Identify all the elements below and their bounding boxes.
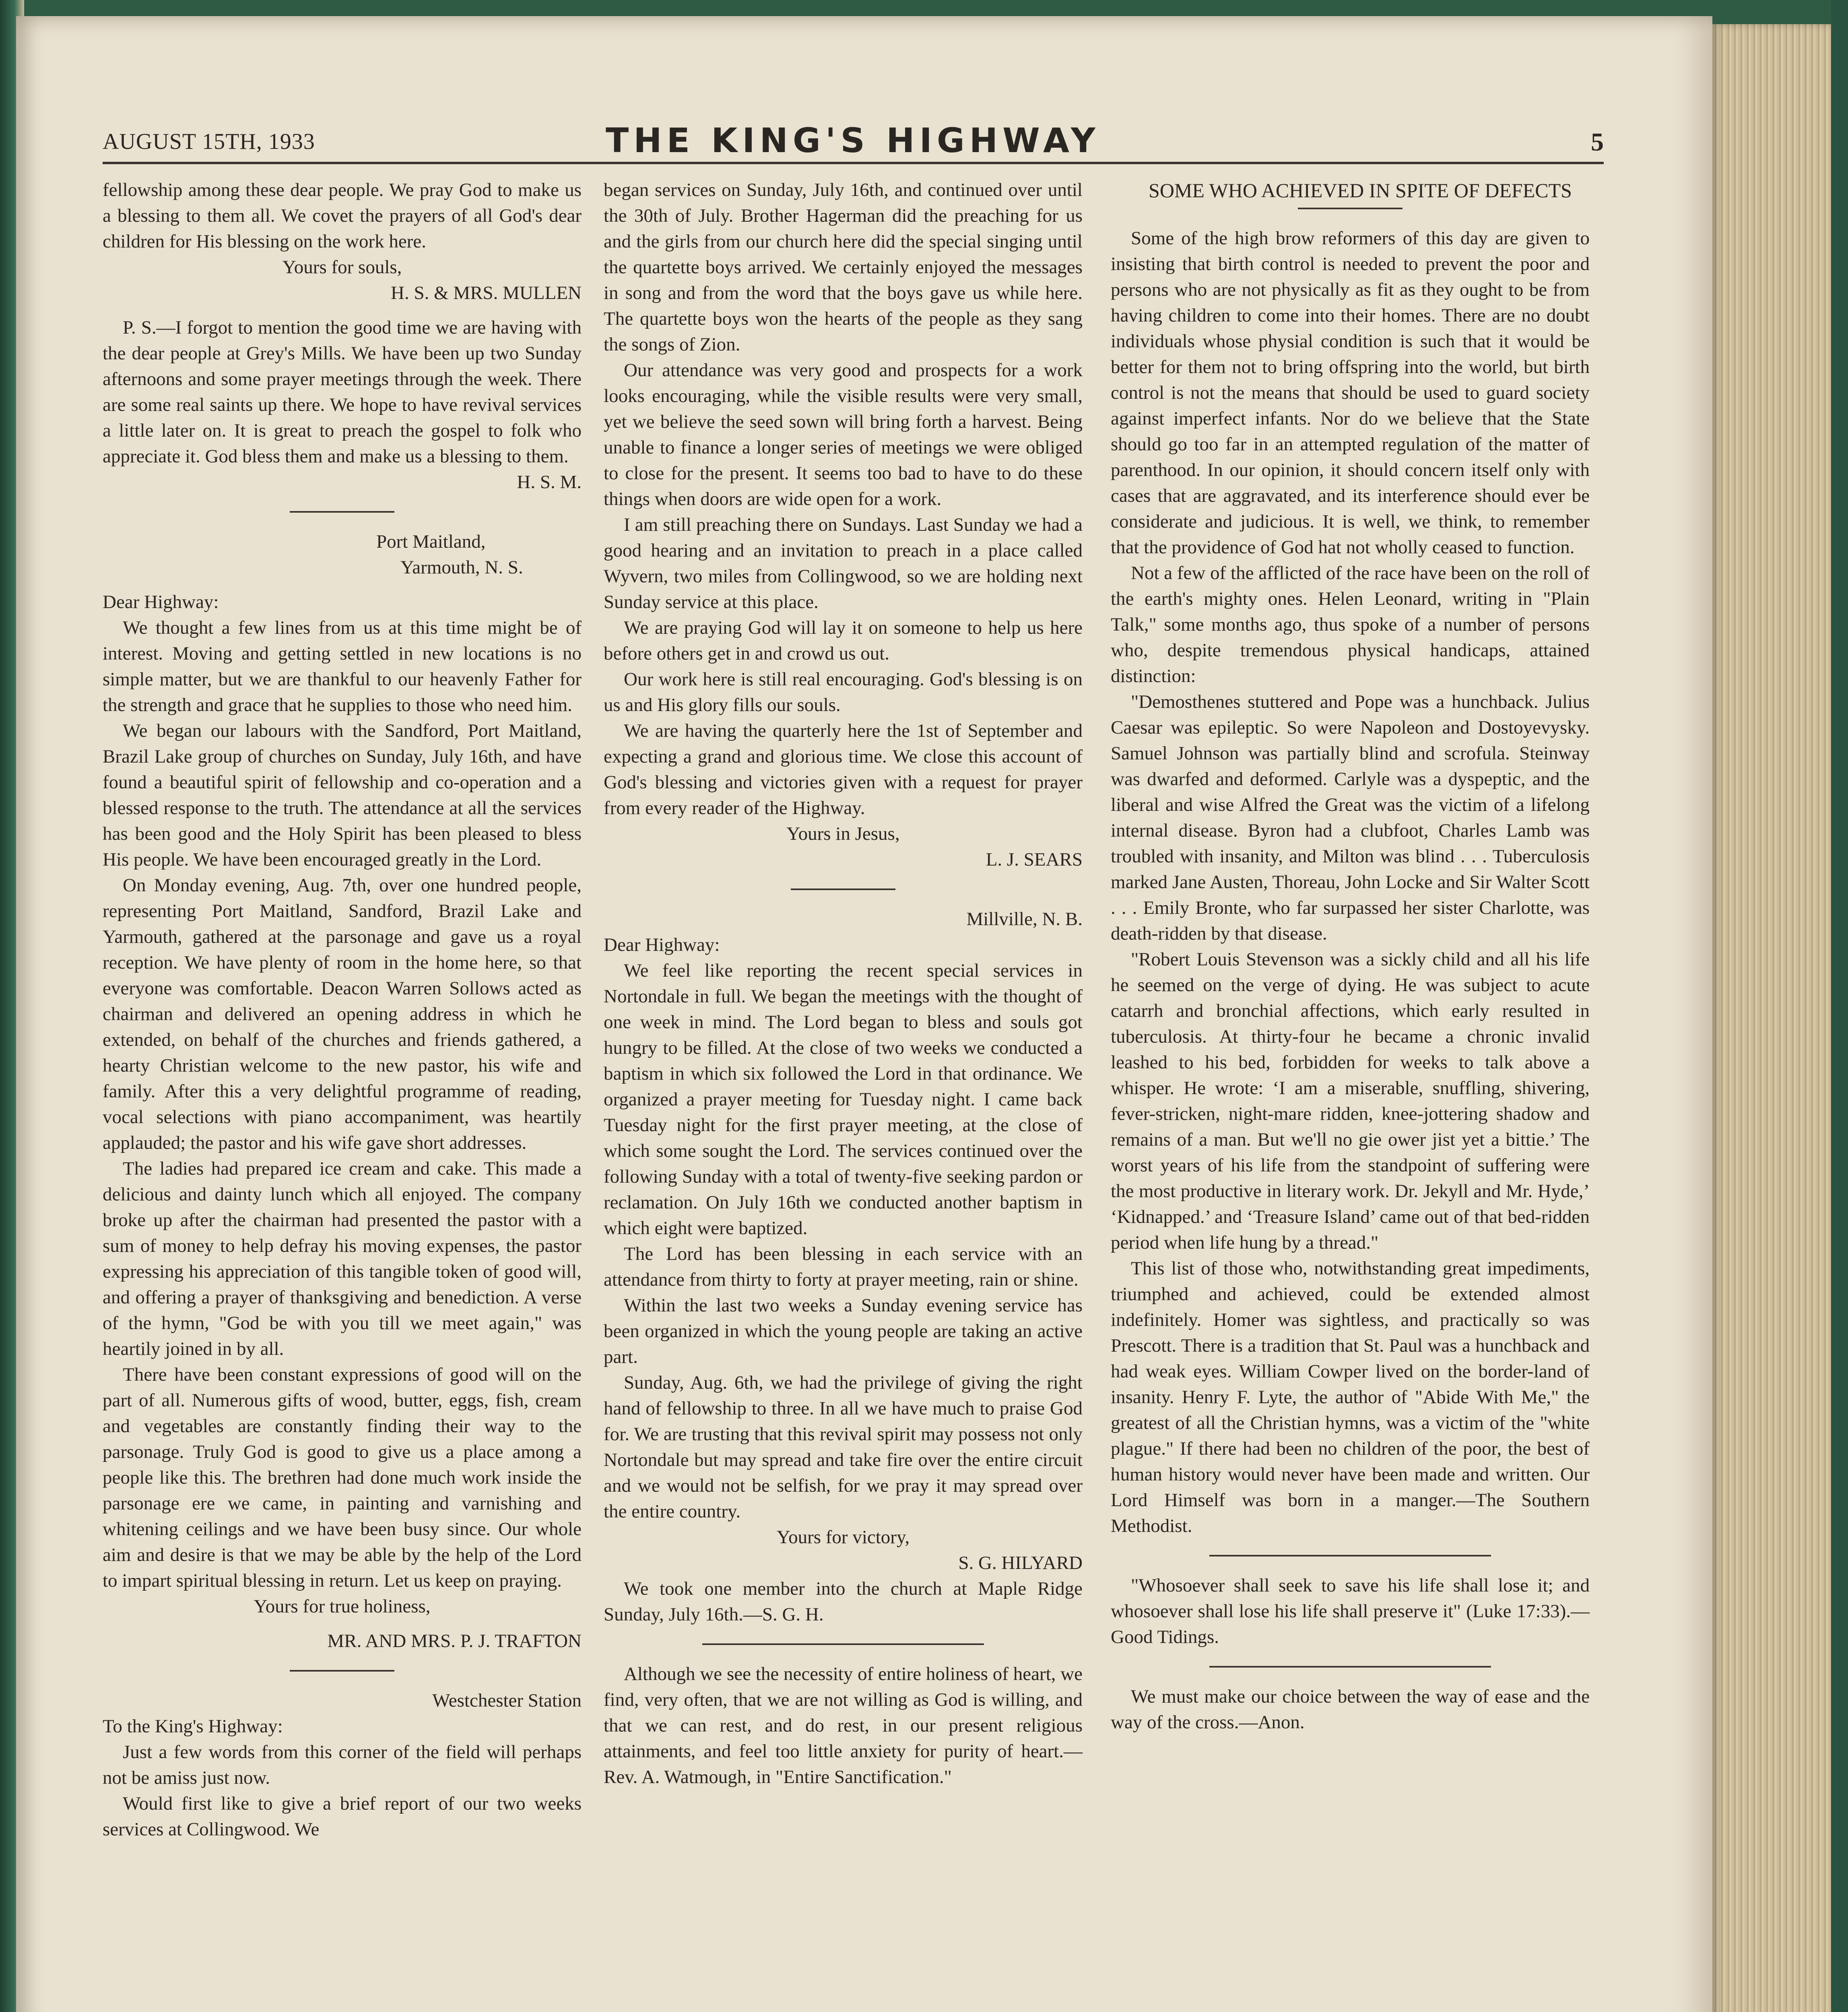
section-divider [1209,1666,1491,1668]
headline-divider [1298,208,1402,209]
closing: Yours in Jesus, [786,823,900,844]
closing: Yours for true holiness, [254,1596,431,1617]
paragraph: fellowship among these dear people. We pray God to make us a blessing to them all. We covet the prayers of all God's dear children for His blessing on the work here. [103,179,582,252]
paragraph: Just a few words from this corner of the field will perhaps not be amiss just now. [103,1742,582,1788]
salutation: Dear Highway: [604,934,720,955]
column-1 [103,177,582,1842]
paragraph: On Monday evening, Aug. 7th, over one hundred people, representing Port Maitland, Sandford, Brazil Lake and Yarmouth, gathered at the parsonage and gave us a royal reception. We have plenty of room in the home here, so that everyone was comfortable. Deacon Warren Sollows acted as chairman and delivered an opening address in which he extended, on behalf of the churches and friends gathered, a hearty Christian welcome to the new pastor, his wife and family. After this a very delightful programme of reading, vocal selections with piano accompaniment, was heartily applauded; the pastor and his wife gave short addresses. [103,875,582,1153]
book-cover [1831,0,1848,2012]
dateline: Port Maitland, [376,531,486,552]
issue-date: AUGUST 15TH, 1933 [103,129,315,154]
paragraph: Although we see the necessity of entire holiness of heart, we find, very often, that we are not willing as God is willing, and that we can rest, and do rest, in our present religious attainments, and feel too little anxiety for purity of heart.—Rev. A. Watmough, in "Entire Sanctification." [604,1664,1083,1787]
paragraph: We are praying God will lay it on someone to help us here before others get in and crowd us out. [604,617,1083,664]
page-edges [1712,24,1833,2012]
dateline: Yarmouth, N. S. [400,557,523,578]
paragraph: We thought a few lines from us at this time might be of interest. Moving and getting settled in new locations is no simple matter, but we are thankful to our heavenly Father for the strength and grace that he supplies to those who need him. [103,617,582,715]
paragraph: "Whosoever shall seek to save his life shall lose it; and whosoever shall lose his life shall preserve it" (Luke 17:33).—Good Tidings. [1111,1575,1590,1647]
section-divider [290,511,394,513]
signature: L. J. SEARS [986,849,1083,870]
salutation: Dear Highway: [103,592,219,612]
paragraph: Some of the high brow reformers of this day are given to insisting that birth control is needed to prevent the poor and persons who are not physically as fit as they ought to be from having children to come into their homes. There are no doubt individuals whose physial condition is such that it would be better for them not to bring offspring into the world, but birth control is not the means that should be used to guard society against imperfect infants. Nor do we believe that the State should go too far in an attempted regulation of the matter of parenthood. In our opinion, it should concern itself only with cases that are aggravated, and its interference should ever be considerate and judicious. It is well, we think, to remember that the providence of God hat not wholly ceased to function. [1111,228,1590,558]
masthead-title: THE KING'S HIGHWAY [606,121,1100,160]
section-divider [791,888,895,890]
paragraph: "Demosthenes stuttered and Pope was a hunchback. Julius Caesar was epileptic. So were Napoleon and Dostoyevysky. Samuel Johnson was partially blind and scrofula. Steinway was dwarfed and deformed. Carlyle was a dyspeptic, and the liberal and wise Alfred the Great was the victim of a lifelong internal disease. Byron had a clubfoot, Charles Lamb was troubled with insanity, and Milton was blind . . . Tuberculosis marked Jane Austen, Thoreau, John Locke and Sir Walter Scott . . . Emily Bronte, who far surpassed her sister Charlotte, was death-ridden by that disease. [1111,691,1590,944]
paragraph: There have been constant expressions of good will on the part of all. Numerous gifts of wood, butter, eggs, fish, cream and vegetables are constantly finding their way to the parsonage. Truly God is good to give us a place among a people like this. The brethren had done much work inside the parsonage ere we came, in painting and varnishing and whitening ceilings and we have been busy since. Our whole aim and desire is that we may be able by the help of the Lord to impart spiritual blessing in return. Let us keep on praying. [103,1364,582,1591]
header-rule [103,162,1604,164]
paragraph: We feel like reporting the recent special services in Nortondale in full. We began the meetings with the thought of one week in mind. The Lord began to bless and souls got hungry to be filled. At the close of two weeks we conducted a baptism in which six followed the Lord in that ordinance. We organized a prayer meeting for Tuesday night. I came back Tuesday night for the first prayer meeting, at the close of which some sought the Lord. The services continued over the following Sunday with a total of twenty-five seeking pardon or reclamation. On July 16th we conducted another baptism in which eight were baptized. [604,960,1083,1239]
closing: Yours for victory, [776,1527,910,1548]
paragraph: Sunday, Aug. 6th, we had the privilege of giving the right hand of fellowship to three. In all we have much to praise God for. We are trusting that this revival spirit may possess not only Nortondale but may spread and take fire over the entire circuit and we would not be selfish, for we pray it may spread over the entire country. [604,1372,1083,1522]
section-divider [1209,1555,1491,1556]
paragraph: We must make our choice between the way of ease and the way of the cross.—Anon. [1111,1686,1590,1733]
paragraph: Our attendance was very good and prospects for a work looks encouraging, while the visible results were very small, yet we believe the seed sown will bring forth a harvest. Being unable to finance a longer series of meetings we were obliged to close for the present. It seems too bad to have to do these things when doors are wide open for a work. [604,360,1083,509]
paragraph: This list of those who, notwithstanding great impediments, triumphed and achieved, could be extended almost indefinitely. Homer was sightless, and practically so was Prescott. There is a tradition that St. Paul was a hunchback and had weak eyes. William Cowper lived on the border-land of insanity. Henry F. Lyte, the author of "Abide With Me," the greatest of all the Christian hymns, was a victim of the "white plague." If there had been no children of the poor, the best of human history would never have been made and written. Our Lord Himself was born in a manger.—The Southern Methodist. [1111,1258,1590,1536]
dateline: Millville, N. B. [966,909,1083,930]
paragraph: began services on Sunday, July 16th, and continued over until the 30th of July. Brother Hagerman did the preaching for us and the girls from our church here did the special singing until the quartette boys arrived. We certainly enjoyed the messages in song and from the word that the boys gave us while here. The quartette boys won the hearts of the people as they sang the songs of Zion. [604,179,1083,355]
paragraph: We are having the quarterly here the 1st of September and expecting a grand and glorious time. We close this account of God's blessing and victories given with a request for prayer from every reader of the Highway. [604,720,1083,818]
paragraph: Not a few of the afflicted of the race have been on the roll of the earth's mighty ones. Helen Leonard, writing in "Plain Talk," some months ago, thus spoke of a number of persons who, despite tremendous physical handicaps, attained distinction: [1111,563,1590,686]
paragraph: Would first like to give a brief report of our two weeks services at Collingwood. We [103,1793,582,1840]
column-2 [604,177,1083,1790]
column-3 [1111,177,1590,1735]
closing: Yours for souls, [282,257,402,278]
section-divider [290,1670,394,1672]
signature: H. S. M. [517,472,582,493]
dateline: Westchester Station [432,1690,582,1711]
paragraph: We began our labours with the Sandford, Port Maitland, Brazil Lake group of churches on Sunday, July 16th, and have found a beautiful spirit of fellowship and co-operation and a blessed response to the truth. The attendance at all the services has been good and the Holy Spirit has been pleased to bless His people. We have been encouraged greatly in the Lord. [103,720,582,870]
paragraph: I am still preaching there on Sundays. Last Sunday we had a good hearing and an invitation to preach in a place called Wyvern, two miles from Collingwood, so we are holding next Sunday service at this place. [604,514,1083,612]
signature: H. S. & MRS. MULLEN [391,282,582,303]
salutation: To the King's Highway: [103,1716,283,1737]
paragraph: We took one member into the church at Maple Ridge Sunday, July 16th.—S. G. H. [604,1578,1083,1625]
signature: MR. AND MRS. P. J. TRAFTON [327,1631,582,1651]
paragraph: The ladies had prepared ice cream and cake. This made a delicious and dainty lunch which all enjoyed. The company broke up after the chairman had presented the pastor with a sum of money to help defray his moving expenses, the pastor expressing his appreciation of this tangible token of good will, and offering a prayer of thanksgiving and benediction. A verse of the hymn, "God be with you till we meet again," was heartily joined in by all. [103,1158,582,1359]
page-header [103,121,1604,165]
signature: S. G. HILYARD [958,1552,1083,1573]
article-headline: SOME WHO ACHIEVED IN SPITE OF DEFECTS [1149,179,1572,202]
section-divider [702,1643,984,1645]
paragraph: The Lord has been blessing in each service with an attendance from thirty to forty at prayer meeting, rain or shine. [604,1243,1083,1290]
paragraph: "Robert Louis Stevenson was a sickly child and all his life he seemed on the verge of dying. He was subject to acute catarrh and bronchial affections, which early resulted in tuberculosis. At thirty-four he became a chronic invalid leashed to his bed, forbidden for weeks to talk above a whisper. He wrote: ‘I am a miserable, snuffling, shivering, fever-stricken, night-mare ridden, knee-jottering shadow and remains of a man. But we'll no gie ower jist yet a bittie.’ The worst years of his life from the standpoint of suffering were the most productive in literary work. Dr. Jekyll and Mr. Hyde,’ ‘Kidnapped.’ and ‘Treasure Island’ came out of that bed-ridden period when life hung by a thread." [1111,949,1590,1253]
paragraph: Within the last two weeks a Sunday evening service has been organized in which the young people are taking an active part. [604,1295,1083,1367]
paragraph: Our work here is still real encouraging. God's blessing is on us and His glory fills our souls. [604,669,1083,715]
paragraph: P. S.—I forgot to mention the good time we are having with the dear people at Grey's Mills. We have been up two Sunday afternoons and some prayer meetings through the week. There are some real saints up there. We hope to have revival services a little later on. It is great to preach the gospel to folk who appreciate it. God bless them and make us a blessing to them. [103,317,582,467]
page-number: 5 [1591,128,1604,156]
